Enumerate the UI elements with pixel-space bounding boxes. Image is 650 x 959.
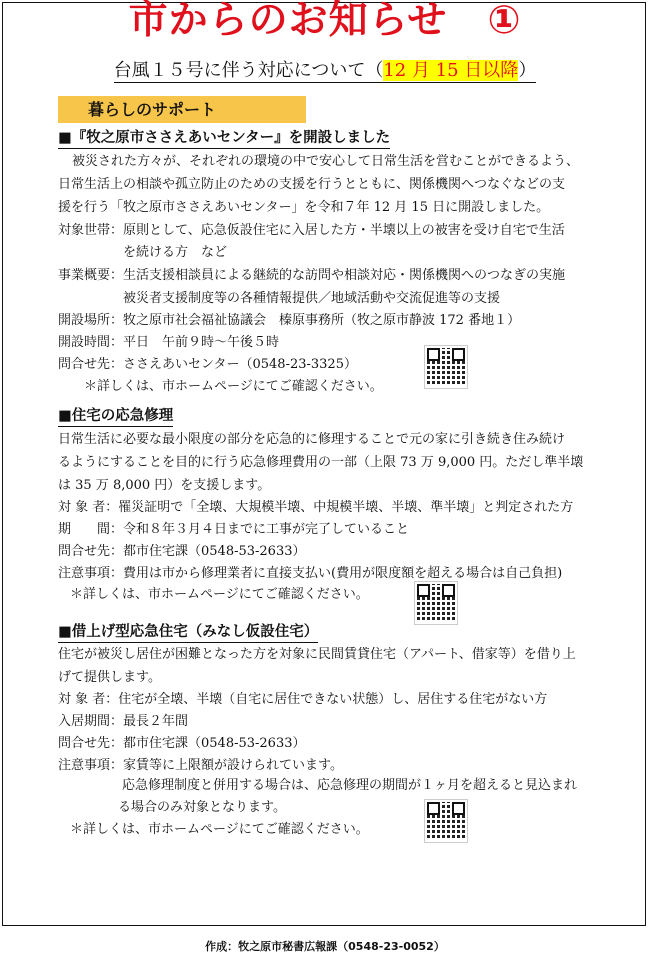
section1-line: 事業概要：生活支援相談員による継続的な訪問や相談対応・関係機関へのつなぎの実施 bbox=[58, 268, 566, 283]
section3-line: 注意事項：家賃等に上限額が設けられています。 bbox=[58, 758, 343, 773]
section3-line: 問合せ先：都市住宅課（0548-53-2633） bbox=[58, 736, 306, 751]
qr-code-icon[interactable] bbox=[425, 346, 467, 388]
section3-heading: ■借上げ型応急住宅（みなし仮設住宅） bbox=[58, 622, 318, 643]
section3-line: げて提供します。 bbox=[58, 670, 161, 685]
section3-line: 応急修理制度と併用する場合は、応急修理の期間が１ヶ月を超えると見込まれ bbox=[122, 778, 578, 793]
qr-code-icon[interactable] bbox=[415, 582, 457, 624]
section1-line: ＊詳しくは、市ホームページにてご確認ください。 bbox=[84, 379, 383, 394]
section3-line: ＊詳しくは、市ホームページにてご確認ください。 bbox=[70, 822, 369, 837]
section1-line: 問合せ先：ささえあいセンター（0548-23-3325） bbox=[58, 357, 357, 372]
section3-line: 住宅が被災し居住が困難となった方を対象に民間賃貸住宅（アパート、借家等）を借り上 bbox=[58, 647, 576, 662]
qr-code-icon[interactable] bbox=[425, 800, 467, 842]
section1-line: 開設場所：牧之原市社会福祉協議会 榛原事務所（牧之原市静波 172 番地１） bbox=[58, 313, 521, 328]
section3-line: 対 象 者：住宅が全壊、半壊（自宅に居住できない状態）し、居住する住宅がない方 bbox=[58, 692, 548, 707]
section3-line: 入居期間：最長２年間 bbox=[58, 714, 189, 729]
section1-line: 援を行う「牧之原市ささえあいセンター」を令和７年 12 月 15 日に開設しました。 bbox=[58, 200, 550, 215]
section2-line: は 35 万 8,000 円）を支援します。 bbox=[58, 478, 271, 493]
section2-line: 期 間：令和８年３月４日までに工事が完了していること bbox=[58, 522, 410, 537]
page-subtitle bbox=[0, 58, 650, 84]
section1-line: を続ける方 など bbox=[58, 245, 228, 260]
section1-line: 被災された方々が、それぞれの環境の中で安心して日常生活を営むことができるよう、 bbox=[72, 154, 580, 169]
section2-line: 対 象 者：罹災証明で「全壊、大規模半壊、中規模半壊、半壊、準半壊」と判定された方 bbox=[58, 500, 574, 515]
section2-line: 日常生活に必要な最小限度の部分を応急的に修理することで元の家に引き続き住み続け bbox=[58, 432, 566, 447]
footer-credit: 作成：牧之原市秘書広報課（0548-23-0052） bbox=[205, 940, 445, 953]
section1-line: 日常生活上の相談や孤立防止のための支援を行うとともに、関係機関へつなぐなどの支 bbox=[58, 177, 566, 192]
page-title: 市からのお知らせ ① bbox=[128, 0, 522, 43]
subtitle-date: 12 月 15 日以降 bbox=[383, 60, 519, 81]
subtitle-end: ） bbox=[518, 60, 537, 81]
section1-heading: ■『牧之原市ささえあいセンター』を開設しました bbox=[58, 128, 390, 149]
section-band: 暮らしのサポート bbox=[58, 96, 306, 123]
section2-line: ＊詳しくは、市ホームページにてご確認ください。 bbox=[70, 587, 369, 602]
section2-heading: ■住宅の応急修理 bbox=[58, 406, 173, 427]
subtitle-main: 台風１５号に伴う対応について（ bbox=[113, 60, 384, 81]
section2-line: るようにすることを目的に行う応急修理費用の一部（上限 73 万 9,000 円。ただし準半壊 bbox=[58, 455, 584, 470]
section2-line: 問合せ先：都市住宅課（0548-53-2633） bbox=[58, 544, 306, 559]
section1-line: 開設時間：平日 午前９時～午後５時 bbox=[58, 335, 280, 350]
section2-line: 注意事項：費用は市から修理業者に直接支払い(費用が限度額を超える場合は自己負担) bbox=[58, 566, 563, 581]
section1-line: 被災者支援制度等の各種情報提供／地域活動や交流促進等の支援 bbox=[58, 291, 501, 306]
section3-line: る場合のみ対象となります。 bbox=[118, 800, 286, 815]
section1-line: 対象世帯：原則として、応急仮設住宅に入居した方・半壊以上の被害を受け自宅で生活 bbox=[58, 223, 565, 238]
